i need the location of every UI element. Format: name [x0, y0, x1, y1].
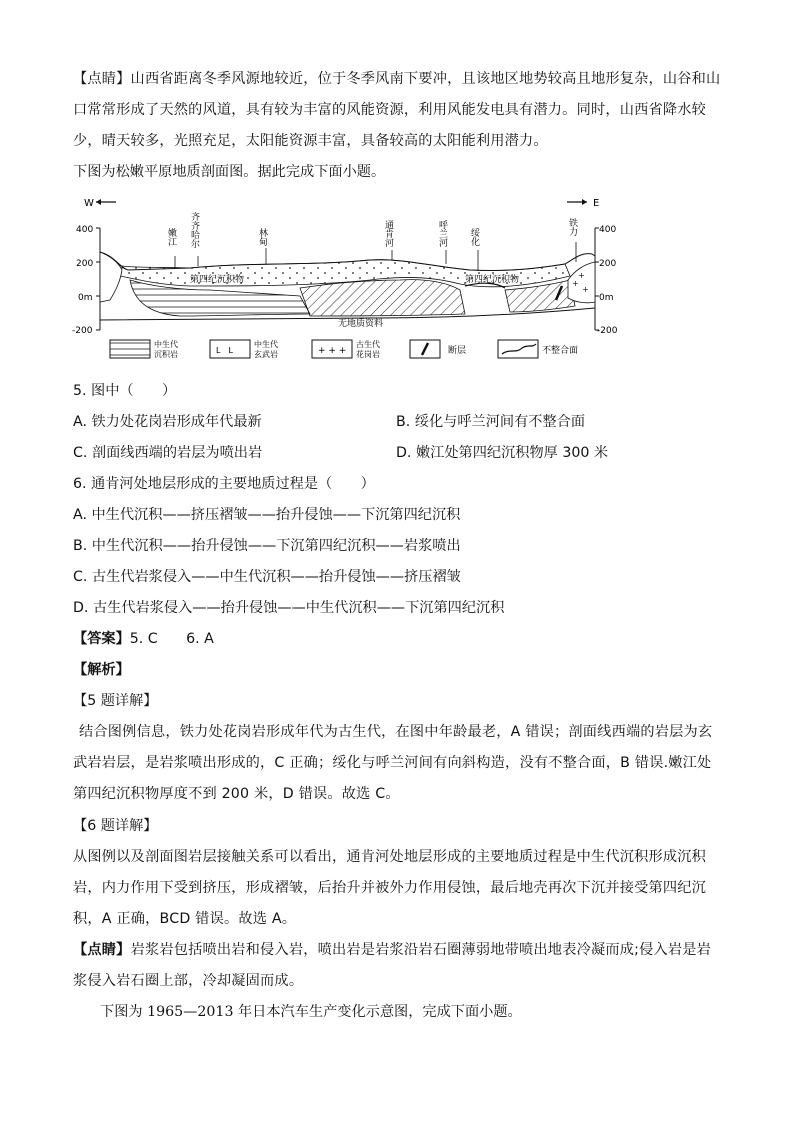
place-tongkenhe: 通肯河: [383, 220, 393, 247]
legend-3-line2: 花岗岩: [356, 350, 380, 359]
legend-2-line1: 中生代: [254, 340, 278, 349]
svg-text:+: +: [578, 271, 585, 280]
analysis-label: 【解析】: [73, 662, 130, 678]
tip-paragraph-1: 【点睛】山西省距离冬季风源地较近，位于冬季风南下要冲，且该地区地势较高且地形复杂，山谷和山口常常形成了天然的风道，具有较为丰富的风能资源，利用风能发电具有潜力。同时，山西省降水较少，晴天较多，光照充足，太阳能资源丰富，具备较高的太阳能利用潜力。: [73, 71, 721, 149]
quaternary-label-east: 第四纪沉积物: [465, 275, 520, 285]
quaternary-label-west: 第四纪沉积物: [190, 275, 245, 285]
legend-2-line2: 玄武岩: [254, 350, 278, 359]
svg-text:+ + +: + + +: [318, 346, 347, 356]
figure-intro-2: 下图为 1965—2013 年日本汽车生产变化示意图，完成下面小题。: [100, 1004, 522, 1020]
q5-stem: 5. 图中（ ）: [73, 383, 177, 399]
tip2-text: 岩浆岩包括喷出岩和侵入岩，喷出岩是岩浆沿岩石圈薄弱地带喷出地表冷凝而成;侵入岩是岩浆侵入岩石圈上部，冷却凝固而成。: [73, 942, 712, 989]
legend-1-line2: 沉积岩: [154, 350, 178, 359]
left-tick-400: 400: [76, 225, 94, 235]
legend: [110, 339, 578, 359]
legend-4-label: 断层: [448, 346, 467, 356]
right-tick-0: 0m: [599, 293, 614, 303]
place-nenjiang: 嫩江: [166, 228, 176, 246]
no-data-label: 无地质资料: [338, 319, 384, 329]
q5-option-d: D. 嫩江处第四纪沉积物厚 300 米: [396, 445, 609, 461]
q5-detail-text: 结合图例信息，铁力处花岗岩形成年代为古生代，在图中年龄最老，A 错误；剖面线西端的岩层为玄武岩岩层，是岩浆喷出形成的，C 正确；绥化与呼兰河间有向斜构造，没有不整合面，B 错误.嫩江处第四纪沉积物厚度不到 200 米，D 错误。故选 C。: [73, 724, 713, 802]
place-lindian: 林甸: [257, 228, 267, 246]
q5-option-b: B. 绥化与呼兰河间有不整合面: [396, 414, 586, 430]
left-tick-200: 200: [76, 259, 94, 269]
place-suihua: 绥化: [469, 228, 479, 246]
q6-detail-text: 从图例以及剖面图岩层接触关系可以看出，通肯河处地层形成的主要地质过程是中生代沉积形成沉积岩，内力作用下受到挤压，形成褶皱，后抬升并被外力作用侵蚀，最后地壳再次下沉并接受第四纪沉积，A 正确，BCD 错误。故选 A。: [73, 849, 707, 927]
svg-text:+: +: [572, 279, 579, 288]
figure-intro: 下图为松嫩平原地质剖面图。据此完成下面小题。: [73, 164, 386, 180]
answer-value: 5. C 6. A: [129, 631, 214, 647]
east-label: E: [593, 198, 600, 209]
tip-paragraph-2: [73, 935, 723, 997]
answer-line: [73, 629, 214, 649]
svg-text:+: +: [582, 285, 589, 294]
legend-5-label: 不整合面: [542, 346, 579, 356]
left-tick-neg200: -200: [72, 326, 93, 336]
legend-3-line1: 古生代: [356, 340, 380, 349]
right-tick-200: 200: [599, 259, 617, 269]
answer-label: 【答案】: [73, 631, 130, 647]
right-tick-400: 400: [599, 225, 617, 235]
q6-option-b: B. 中生代沉积——抬升侵蚀——下沉第四纪沉积——岩浆喷出: [73, 538, 461, 554]
q5-option-c: C. 剖面线西端的岩层为喷出岩: [73, 445, 263, 461]
q6-option-c: C. 古生代岩浆侵入——中生代沉积——抬升侵蚀——挤压褶皱: [73, 569, 461, 585]
legend-1-line1: 中生代: [154, 340, 178, 349]
west-label: W: [84, 198, 94, 209]
right-tick-neg200: -200: [597, 326, 618, 336]
geologic-cross-section-figure: [70, 190, 630, 365]
q6-option-d: D. 古生代岩浆侵入——抬升侵蚀——中生代沉积——下沉第四纪沉积: [73, 600, 505, 616]
q5-detail-title: 【5 题详解】: [73, 693, 158, 709]
place-qiqihar: 齐齐哈尔: [189, 212, 199, 248]
place-hulanhe: 呼兰河: [437, 220, 447, 247]
place-tieli: 铁力: [567, 218, 577, 236]
q5-option-a: A. 铁力处花岗岩形成年代最新: [73, 414, 262, 430]
q6-option-a: A. 中生代沉积——挤压褶皱——抬升侵蚀——下沉第四纪沉积: [73, 507, 461, 523]
tip2-label: 【点睛】: [73, 942, 131, 958]
q6-detail-title: 【6 题详解】: [73, 818, 158, 834]
left-tick-0: 0m: [78, 293, 93, 303]
q6-stem: 6. 通肯河处地层形成的主要地质过程是（ ）: [73, 476, 375, 492]
svg-text:L L: L L: [216, 346, 233, 355]
